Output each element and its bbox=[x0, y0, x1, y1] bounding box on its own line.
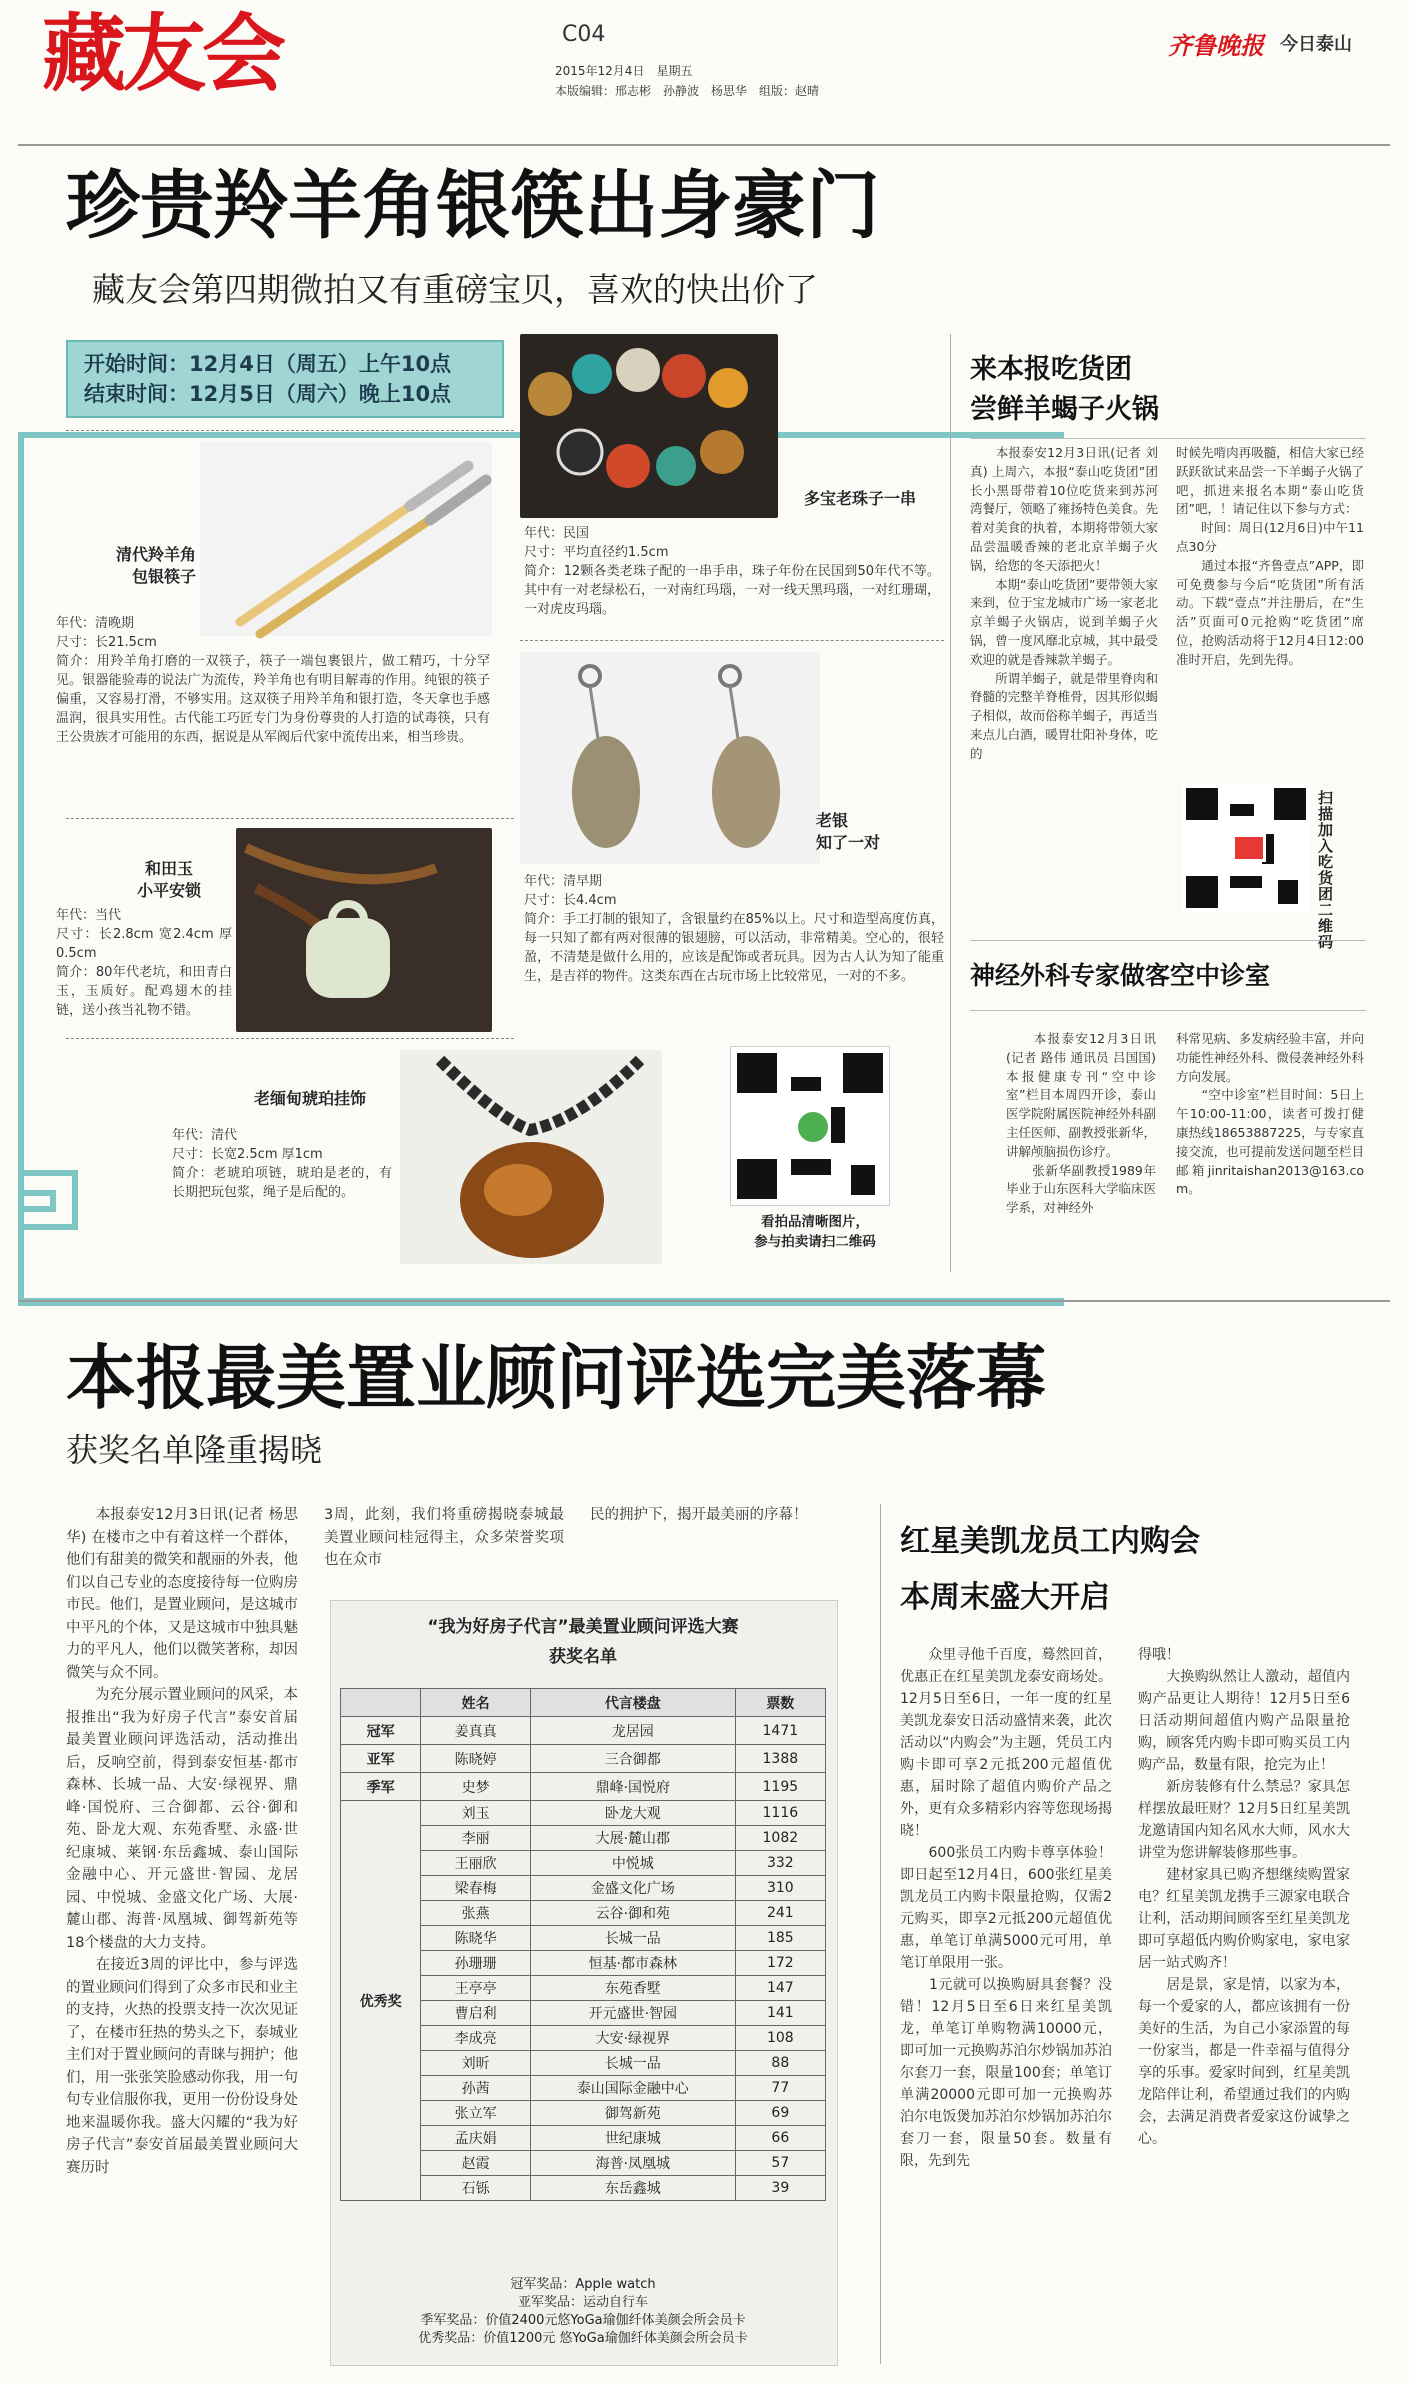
name-cell: 曹启利 bbox=[421, 2001, 531, 2026]
votes-cell: 108 bbox=[735, 2026, 825, 2051]
votes-cell: 1116 bbox=[735, 1801, 825, 1826]
auction-qr-code[interactable] bbox=[730, 1046, 890, 1206]
article3-rule bbox=[970, 1010, 1366, 1011]
article4-col3: 民的拥护下，揭开最美丽的序幕！ bbox=[590, 1507, 808, 1523]
votes-cell: 1471 bbox=[735, 1717, 825, 1745]
votes-cell: 57 bbox=[735, 2151, 825, 2176]
auction-start-time: 开始时间：12月4日（周五）上午10点 bbox=[84, 352, 452, 376]
table-header-row bbox=[341, 1689, 826, 1717]
column-divider bbox=[880, 1504, 881, 2364]
award-cell: 冠军 bbox=[341, 1717, 421, 1745]
table-header: 姓名 bbox=[421, 1689, 531, 1717]
cicadas-photo bbox=[520, 652, 820, 864]
award-cell: 优秀奖 bbox=[341, 1801, 421, 2201]
article1-subhead: 藏友会第四期微拍又有重磅宝贝，喜欢的快出价了 bbox=[92, 270, 818, 309]
article5-headline: 红星美凯龙员工内购会 本周末盛大开启 bbox=[900, 1524, 1200, 1615]
votes-cell: 77 bbox=[735, 2076, 825, 2101]
masthead-rule bbox=[18, 144, 1390, 146]
amber-photo bbox=[400, 1050, 662, 1264]
estate-cell: 大展·麓山郡 bbox=[531, 1826, 736, 1851]
estate-cell: 长城一品 bbox=[531, 2051, 736, 2076]
votes-cell: 69 bbox=[735, 2101, 825, 2126]
section-title: 藏友会 bbox=[42, 4, 283, 103]
name-cell: 孟庆娟 bbox=[421, 2126, 531, 2151]
item-name-cicadas: 老银 知了一对 bbox=[816, 811, 881, 852]
name-cell: 张立军 bbox=[421, 2101, 531, 2126]
estate-cell: 长城一品 bbox=[531, 1926, 736, 1951]
votes-cell: 147 bbox=[735, 1976, 825, 2001]
votes-cell: 88 bbox=[735, 2051, 825, 2076]
table-header: 代言楼盘 bbox=[531, 1689, 736, 1717]
votes-cell: 172 bbox=[735, 1951, 825, 1976]
votes-cell: 185 bbox=[735, 1926, 825, 1951]
section-divider bbox=[18, 1300, 1390, 1302]
name-cell: 张燕 bbox=[421, 1901, 531, 1926]
award-table-wrap bbox=[340, 1688, 826, 2201]
estate-cell: 云谷·御和苑 bbox=[531, 1901, 736, 1926]
beads-photo bbox=[520, 334, 778, 518]
article1-headline: 珍贵羚羊角银筷出身豪门 bbox=[66, 163, 880, 249]
table-row bbox=[341, 1717, 826, 1745]
article2-col1: 本报泰安12月3日讯(记者 刘真) 上周六，本报“泰山吃货团”团长小黑哥带着10位吃货来到苏河湾餐厅，领略了雍扬特色美食。先着对美食的执着，本期将带领大家品尝温暖香辣的老北京羊蝎子火锅，给您的冬天添把火！ 本期“泰山吃货团”要带领大家来到，位于宝龙城市广场一家老北京羊蝎子火锅店，说到羊蝎子火锅，曾一度风靡北京城，其中最受欢迎的就是香辣款羊蝎子。 所谓羊蝎子，就是带里脊肉和脊髓的完整羊脊椎骨，因其形似蝎子相似，故而俗称羊蝎子，再适当来点儿白酒，暖胃壮阳补身体，吃的 bbox=[970, 445, 1158, 761]
prize-line: 冠军奖品：Apple watch bbox=[510, 2277, 656, 2292]
article4-subhead: 获奖名单隆重揭晓 bbox=[66, 1431, 323, 1469]
estate-cell: 御驾新苑 bbox=[531, 2101, 736, 2126]
item-name-chopsticks: 清代羚羊角 包银筷子 bbox=[115, 545, 196, 586]
divider bbox=[66, 818, 514, 819]
page-number: C04 bbox=[562, 22, 606, 47]
votes-cell: 66 bbox=[735, 2126, 825, 2151]
auction-qr-caption: 看拍品清晰图片， 参与拍卖请扫二维码 bbox=[754, 1214, 876, 1250]
votes-cell: 39 bbox=[735, 2176, 825, 2201]
divider bbox=[66, 430, 514, 431]
votes-cell: 1195 bbox=[735, 1773, 825, 1801]
article4-col2: 3周，此刻，我们将重磅揭晓泰城最美置业顾问桂冠得主，众多荣誉奖项也在众市 bbox=[324, 1507, 564, 1568]
votes-cell: 310 bbox=[735, 1876, 825, 1901]
award-cell: 亚军 bbox=[341, 1745, 421, 1773]
award-table-subtitle: 获奖名单 bbox=[549, 1647, 617, 1667]
silver-cicada-icon bbox=[520, 652, 820, 864]
chopsticks-icon bbox=[200, 442, 492, 636]
date-line: 2015年12月4日 星期五 bbox=[555, 64, 693, 78]
item-name-jade-lock: 和田玉 小平安锁 bbox=[136, 859, 201, 900]
article3-headline: 神经外科专家做客空中诊室 bbox=[970, 961, 1271, 990]
estate-cell: 开元盛世·智园 bbox=[531, 2001, 736, 2026]
item-desc-beads: 年代：民国 尺寸：平均直径约1.5cm 简介：12颗各类老珠子配的一串手串，珠子年份在民国到50年代不等。其中有一对老绿松石，一对南红玛瑙，一对一线天黑玛瑙，一对红珊瑚，一对虎皮玛瑙。 bbox=[524, 526, 941, 617]
app-logo-icon bbox=[1232, 834, 1266, 862]
beads-bracelet-icon bbox=[520, 334, 778, 518]
estate-cell: 龙居园 bbox=[531, 1717, 736, 1745]
votes-cell: 1082 bbox=[735, 1826, 825, 1851]
estate-cell: 金盛文化广场 bbox=[531, 1876, 736, 1901]
jade-lock-photo bbox=[236, 828, 492, 1032]
frame-fret-inner bbox=[18, 1190, 56, 1212]
edition-name: 今日泰山 bbox=[1280, 34, 1352, 55]
name-cell: 李成亮 bbox=[421, 2026, 531, 2051]
name-cell: 姜真真 bbox=[421, 1717, 531, 1745]
prize-line: 优秀奖品：价值1200元 悠YoGa瑜伽纤体美颜会所会员卡 bbox=[418, 2331, 748, 2346]
chihuo-qr-code[interactable] bbox=[1182, 784, 1310, 912]
votes-cell: 332 bbox=[735, 1851, 825, 1876]
estate-cell: 东苑香墅 bbox=[531, 1976, 736, 2001]
chihuo-qr-caption: 扫描加入吃货团二维码 bbox=[1318, 789, 1334, 951]
estate-cell: 卧龙大观 bbox=[531, 1801, 736, 1826]
article2-col2: 时候先啃肉再吸髓，相信大家已经跃跃欲试来品尝一下羊蝎子火锅了吧，抓进来报名本期“泰山吃货团”吧，！请记住以下参与方式： 时间：周日(12月6日)中午11点30分 通过本报“齐鲁壹点”APP，即可免费参与今后“吃货团”所有活动。下载“壹点”并注册后，在“生活”页面可0元抢购“吃货团”席位，抢购活动将于12月4日12:00准时开启，先到先得。 bbox=[1176, 445, 1364, 667]
name-cell: 陈晓婷 bbox=[421, 1745, 531, 1773]
article4-headline: 本报最美置业顾问评选完美落幕 bbox=[66, 1336, 1046, 1419]
article2-headline: 来本报吃货团 尝鲜羊蝎子火锅 bbox=[970, 354, 1159, 425]
name-cell: 梁春梅 bbox=[421, 1876, 531, 1901]
estate-cell: 世纪康城 bbox=[531, 2126, 736, 2151]
estate-cell: 鼎峰·国悦府 bbox=[531, 1773, 736, 1801]
estate-cell: 海普·凤凰城 bbox=[531, 2151, 736, 2176]
estate-cell: 东岳鑫城 bbox=[531, 2176, 736, 2201]
votes-cell: 141 bbox=[735, 2001, 825, 2026]
estate-cell: 中悦城 bbox=[531, 1851, 736, 1876]
wechat-icon bbox=[795, 1109, 831, 1145]
editors-line: 本版编辑：邢志彬 孙静波 杨思华 组版：赵晴 bbox=[555, 84, 820, 98]
table-header: 票数 bbox=[735, 1689, 825, 1717]
votes-cell: 1388 bbox=[735, 1745, 825, 1773]
award-table-title: “我为好房子代言”最美置业顾问评选大赛 bbox=[427, 1617, 739, 1637]
votes-cell: 241 bbox=[735, 1901, 825, 1926]
article5-col1: 众里寻他千百度，蓦然回首，优惠正在红星美凯龙泰安商场处。12月5日至6日，一年一度的红星美凯龙泰安日活动盛情来袭，此次活动以“内购会”为主题，凭员工内购卡即可享2元抵200元超值优惠，届时除了超值内购价产品之外，更有众多精彩内容等您现场揭晓！ 600张员工内购卡尊享体验！即日起至12月4日，600张红星美凯龙员工内购卡限量抢购，仅需2元购买，即享2元抵200元超值优惠，单笔订单满5000元可用，单笔订单限用一张。 1元就可以换购厨具套餐？没错！12月5日至6日来红星美凯龙，单笔订单购物满10000元，即可加一元换购苏泊尔炒锅加苏泊尔套刀一套，限量100套；单笔订单满20000元即可加一元换购苏泊尔电饭煲加苏泊尔炒锅加苏泊尔套刀一套，限量50套。数量有限，先到先 bbox=[900, 1647, 1112, 2169]
name-cell: 王丽欣 bbox=[421, 1851, 531, 1876]
estate-cell: 恒基·都市森林 bbox=[531, 1951, 736, 1976]
jade-lock-icon bbox=[236, 828, 492, 1032]
name-cell: 王亭亭 bbox=[421, 1976, 531, 2001]
name-cell: 孙茜 bbox=[421, 2076, 531, 2101]
table-header bbox=[341, 1689, 421, 1717]
name-cell: 石铄 bbox=[421, 2176, 531, 2201]
column-divider bbox=[950, 334, 951, 1272]
name-cell: 陈晓华 bbox=[421, 1926, 531, 1951]
item-desc-cicadas: 年代：清早期 尺寸：长4.4cm 简介：手工打制的银知了，含银量约在85%以上。尺寸和造型高度仿真，每一只知了都有两对很薄的银翅膀，可以活动，非常精美。空心的，很轻盈，不清楚是做什么用的，应该是配饰或者玩具。因为古人认为知了能重生，是吉祥的物件。这类东西在古玩市场上比较常见，一对的不多。 bbox=[524, 874, 944, 984]
award-cell: 季军 bbox=[341, 1773, 421, 1801]
prize-list bbox=[330, 2276, 836, 2348]
item-desc-amber: 年代：清代 尺寸：长宽2.5cm 厚1cm 简介：老琥珀项链，琥珀是老的，有长期把玩包浆，绳子是后配的。 bbox=[172, 1128, 392, 1200]
chopsticks-photo bbox=[200, 442, 492, 636]
article2-rule bbox=[970, 438, 1366, 439]
table-row bbox=[341, 1745, 826, 1773]
item-desc-chopsticks: 年代：清晚期 尺寸：长21.5cm 简介：用羚羊角打磨的一双筷子，筷子一端包裹银片，做工精巧，十分罕见。银器能验毒的说法广为流传，羚羊角也有明目解毒的作用。纯银的筷子偏重，又容易打滑，不够实用。这双筷子用羚羊角和银打造，冬天拿也手感温润，很具实用性。古代能工巧匠专门为身份尊贵的人打造的试毒筷，只有王公贵族才可能用的东西，据说是从军阀后代家中流传出来，相当珍贵。 bbox=[56, 616, 490, 745]
article3-col2: 科常见病、多发病经验丰富，并向功能性神经外科、微侵袭神经外科方向发展。 “空中诊室”栏目时间：5日上午10:00-11:00，读者可拨打健康热线18653887225，与专家直接交流，也可提前发送问题至栏目邮箱jinritaishan2013@163.com。 bbox=[1176, 1031, 1364, 1197]
item-name-amber: 老缅甸琥珀挂饰 bbox=[253, 1089, 366, 1108]
award-table bbox=[340, 1688, 826, 2201]
name-cell: 刘昕 bbox=[421, 2051, 531, 2076]
name-cell: 赵霞 bbox=[421, 2151, 531, 2176]
article3-top-rule bbox=[970, 940, 1366, 941]
item-desc-jade-lock: 年代：当代 尺寸：长2.8cm 宽2.4cm 厚0.5cm 简介：80年代老坑，和田青白玉，玉质好。配鸡翅木的挂链，送小孩当礼物不错。 bbox=[56, 908, 232, 1018]
table-row bbox=[341, 1773, 826, 1801]
name-cell: 史梦 bbox=[421, 1773, 531, 1801]
name-cell: 李丽 bbox=[421, 1826, 531, 1851]
prize-line: 亚军奖品：运动自行车 bbox=[517, 2295, 648, 2310]
paper-logo: 齐鲁晚报 bbox=[1168, 31, 1264, 60]
prize-line: 季军奖品：价值2400元悠YoGa瑜伽纤体美颜会所会员卡 bbox=[420, 2313, 746, 2328]
item-name-beads: 多宝老珠子一串 bbox=[803, 489, 916, 508]
article5-col2: 得哦！ 大换购纵然让人激动，超值内购产品更让人期待！12月5日至6日活动期间超值内购产品限量抢购，顾客凭内购卡即可购买员工内购产品，数量有限，抢完为止！ 新房装修有什么禁忌？家具怎样摆放最旺财？12月5日红星美凯龙邀请国内知名风水大师，风水大讲堂为您讲解装修那些事。 建材家具已购齐想继续购置家电？红星美凯龙携手三源家电联合让利，活动期间顾客至红星美凯龙即可享超低内购价购家电，家电家居一站式购齐！ 居是景，家是情，以家为本，每一个爱家的人，都应该拥有一份美好的生活，为自己小家添置的每一份家当，都是一件幸福与值得分享的乐事。爱家时间到，红星美凯龙陪伴让利，希望通过我们的内购会，去满足消费者爱家这份诚挚之心。 bbox=[1138, 1647, 1350, 2147]
estate-cell: 泰山国际金融中心 bbox=[531, 2076, 736, 2101]
table-row bbox=[341, 1801, 826, 1826]
estate-cell: 三合御都 bbox=[531, 1745, 736, 1773]
divider bbox=[520, 640, 944, 641]
amber-pendant-icon bbox=[400, 1050, 662, 1264]
auction-end-time: 结束时间：12月5日（周六）晚上10点 bbox=[84, 382, 452, 406]
article3-col1: 本报泰安12月3日讯(记者 路伟 通讯员 吕国国) 本报健康专刊“空中诊室”栏目本周四开诊，泰山医学院附属医院神经外科副主任医师、副教授张新华，讲解颅脑损伤诊疗。 张新华副教授1989年毕业于山东医科大学临床医学系，对神经外 bbox=[1006, 1031, 1157, 1216]
name-cell: 刘玉 bbox=[421, 1801, 531, 1826]
article4-col1: 本报泰安12月3日讯(记者 杨思华) 在楼市之中有着这样一个群体，他们有甜美的微笑和靓丽的外表，他们以自己专业的态度接待每一位购房市民。他们，是置业顾问，是这城市中平凡的个体，又是这城市中独具魅力的平凡人，他们以微笑著称，却因微笑与众不同。 为充分展示置业顾问的风采，本报推出“我为好房子代言”泰安首届最美置业顾问评选活动，活动推出后，反响空前，得到泰安恒基·都市森林、长城一品、大安·绿视界、鼎峰·国悦府、三合御都、云谷·御和苑、卧龙大观、东苑香墅、永盛·世纪康城、莱钢·东岳鑫城、泰山国际金融中心、开元盛世·智园、龙居园、中悦城、金盛文化广场、大展·麓山郡、海普·凤凰城、御驾新苑等18个楼盘的大力支持。 在接近3周的评比中，参与评选的置业顾问们得到了众多市民和业主的支持，火热的投票支持一次次见证了，在楼市狂热的势头之下，泰城业主们对于置业顾问的青睐与拥护；他们，用一张张笑脸感动你我，用一句句专业信服你我，更用一份份设身处地来温暖你我。盛大闪耀的“我为好房子代言”泰安首届最美置业顾问大赛历时 bbox=[66, 1507, 298, 2176]
name-cell: 孙珊珊 bbox=[421, 1951, 531, 1976]
estate-cell: 大安·绿视界 bbox=[531, 2026, 736, 2051]
divider bbox=[66, 1038, 514, 1039]
